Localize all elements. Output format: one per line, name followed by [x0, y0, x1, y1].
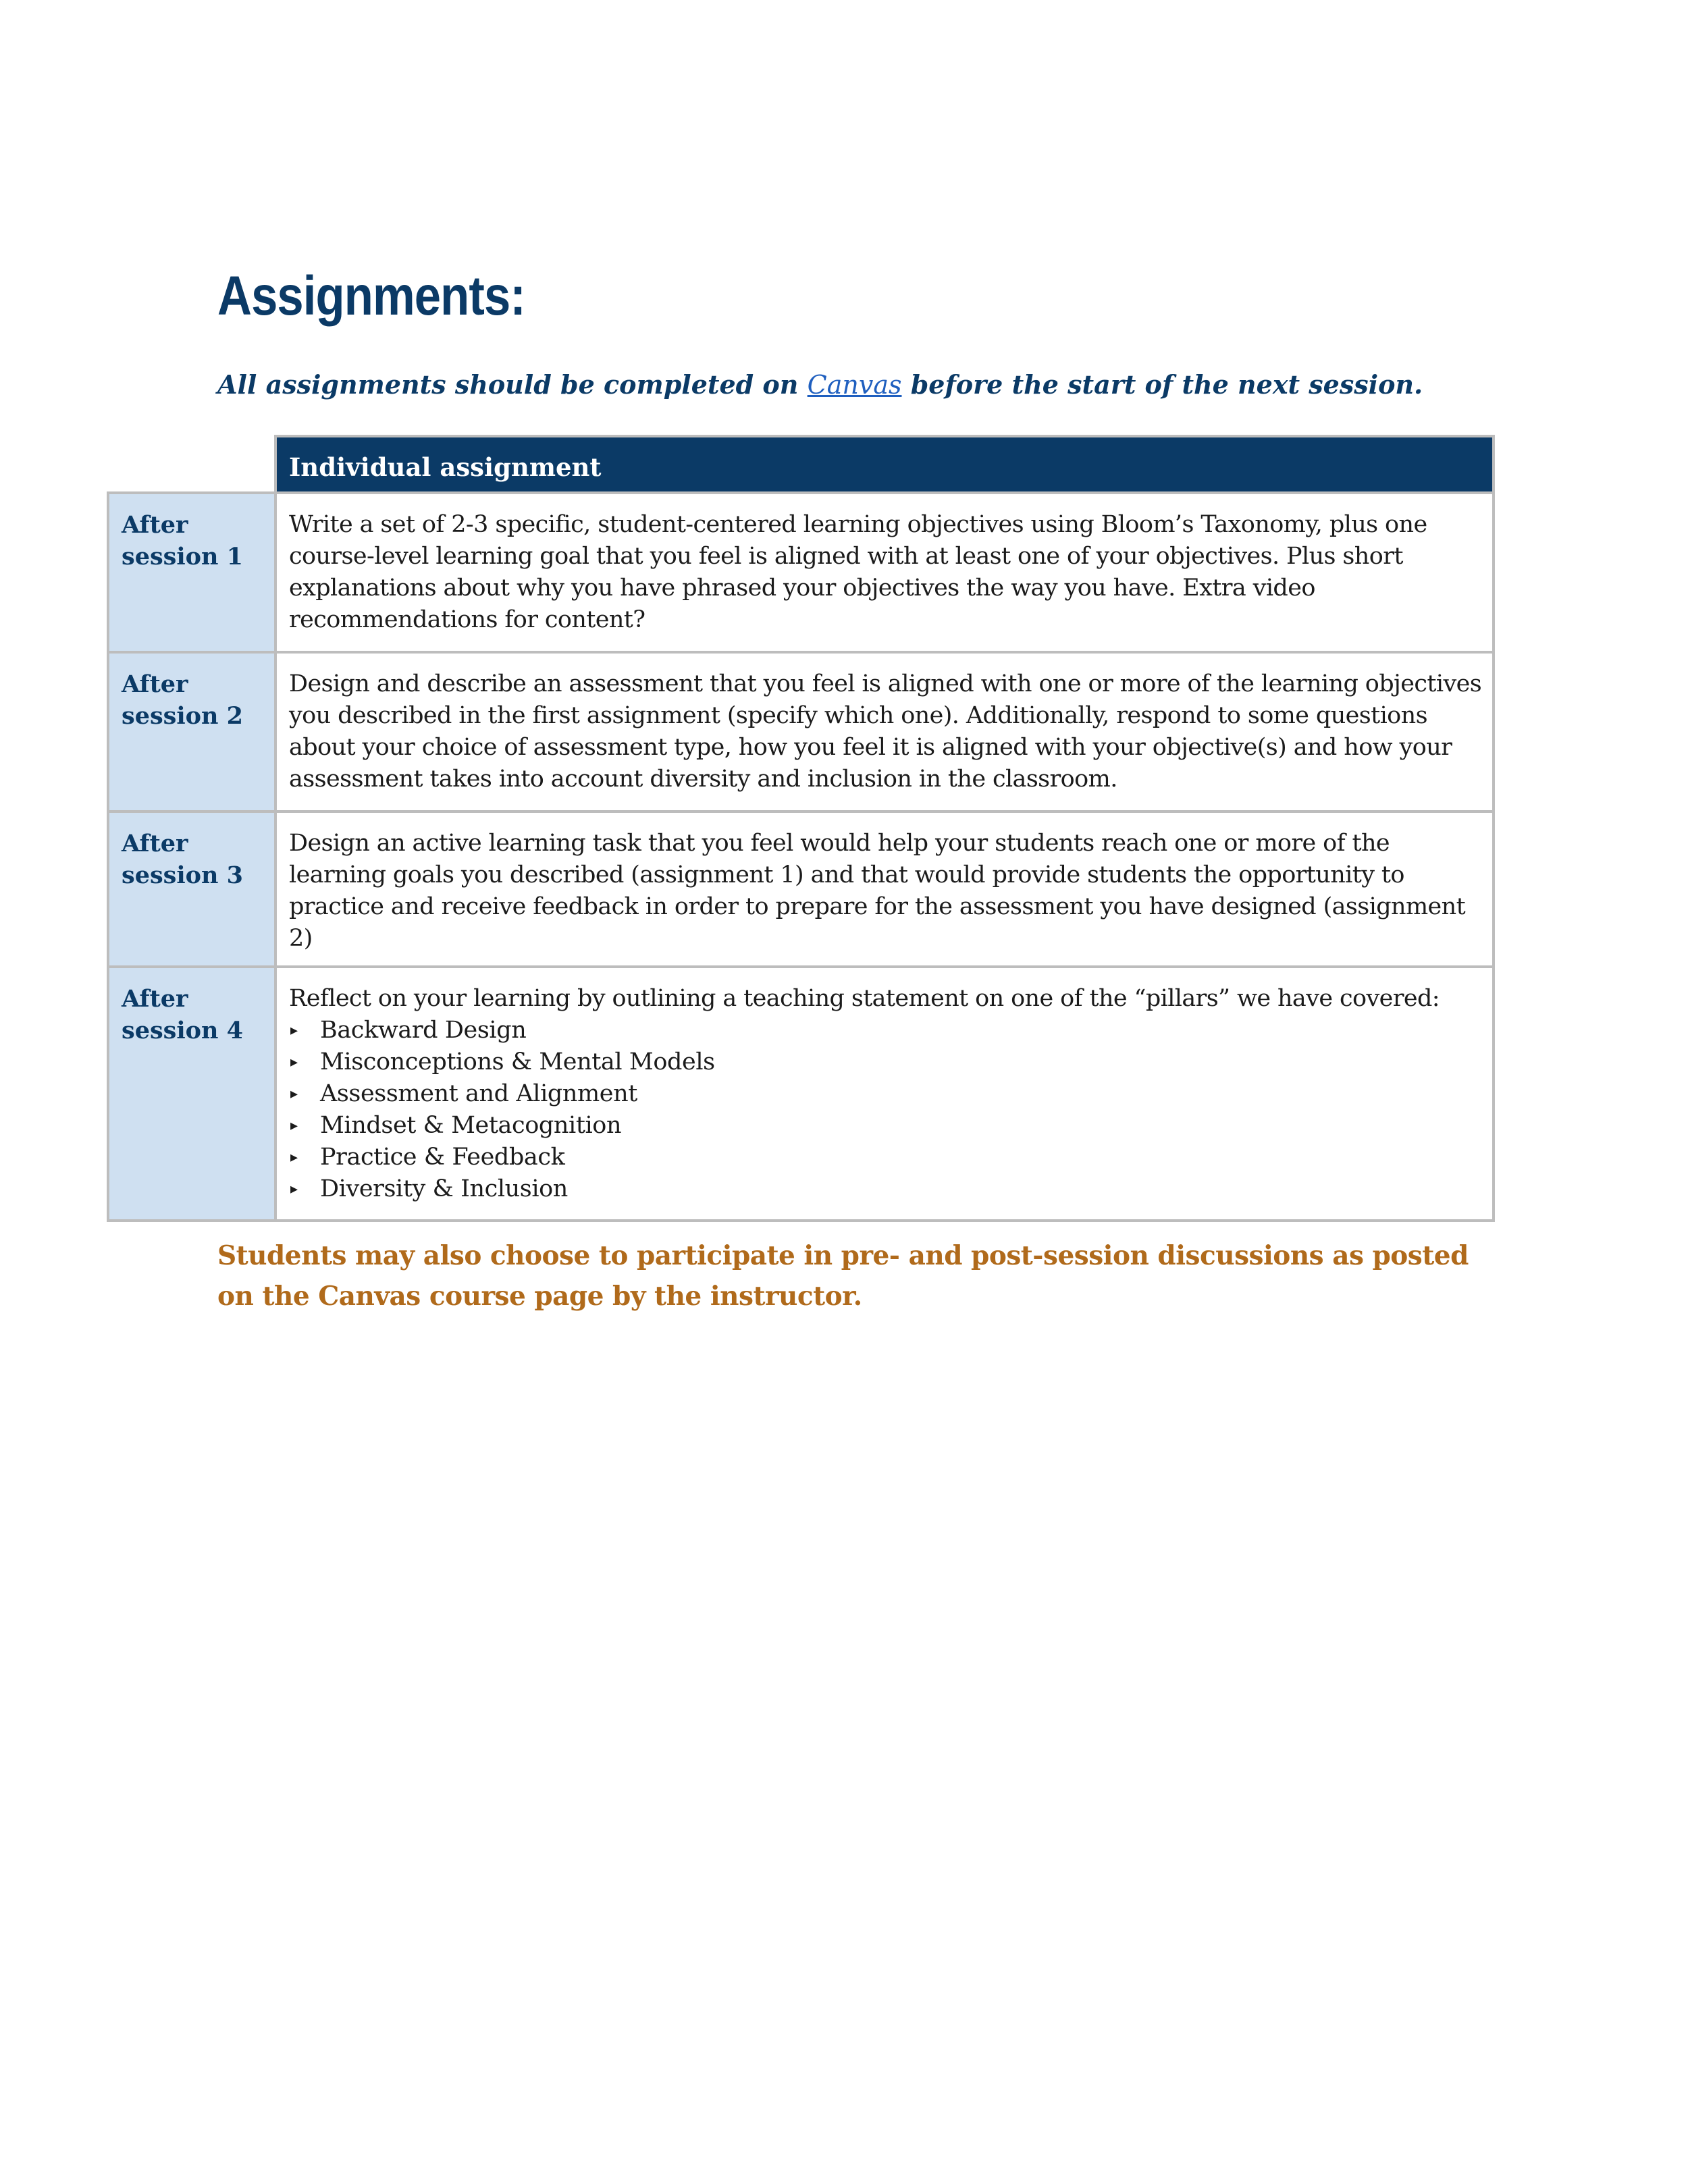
canvas-link[interactable]: Canvas: [807, 370, 902, 400]
row-description: [275, 967, 1494, 1221]
row-label-line1: After: [122, 830, 188, 857]
header-blank-cell: [108, 436, 275, 493]
table-row: [108, 652, 1494, 811]
participation-note: Students may also choose to participate in pre- and post-session discussions as posted on the Canvas course page by the instructor.: [217, 1240, 1469, 1312]
triangle-bullet-icon: ▸: [290, 1149, 298, 1166]
subtitle-text-before: All assignments should be completed on: [217, 369, 808, 400]
list-item: [289, 1046, 1483, 1078]
list-item-label: Diversity & Inclusion: [320, 1175, 568, 1202]
list-item: [289, 1142, 1483, 1173]
table-header-row: [108, 436, 1494, 493]
page-title: Assignments:: [217, 265, 525, 327]
row-description-text: Reflect on your learning by outlining a teaching statement on one of the “pillars” we have covered:: [289, 985, 1440, 1012]
list-item-label: Assessment and Alignment: [320, 1080, 637, 1107]
row-label: [108, 967, 275, 1221]
pillars-list: [289, 1015, 1483, 1205]
row-label: [108, 652, 275, 811]
row-label: [108, 493, 275, 652]
row-description: [275, 811, 1494, 967]
list-item: [289, 1173, 1483, 1205]
triangle-bullet-icon: ▸: [290, 1022, 298, 1039]
row-label-line2: session 1: [122, 543, 244, 570]
row-label-line2: session 4: [122, 1017, 244, 1044]
list-item: [289, 1015, 1483, 1046]
list-item-label: Misconceptions & Mental Models: [320, 1048, 715, 1075]
column-header: Individual assignment: [275, 436, 1494, 493]
row-description-text: Write a set of 2-3 specific, student-centered learning objectives using Bloom’s Taxonomy, plus one course-level learning goal that you feel is aligned with at least one of your objectives. Plus short explanations about why you have phrased your objectives the way you have. Extra video recommendations for content?: [289, 511, 1427, 633]
row-label-line1: After: [122, 511, 188, 539]
row-label: [108, 811, 275, 967]
row-label-line1: After: [122, 670, 188, 698]
page-subtitle: [217, 367, 1423, 402]
triangle-bullet-icon: ▸: [290, 1086, 298, 1102]
row-description-text: Design an active learning task that you feel would help your students reach one or more of the learning goals you described (assignment 1) and that would provide students the opportunity to practice and receive feedback in order to prepare for the assessment you have designed (assignment 2): [289, 830, 1466, 952]
triangle-bullet-icon: ▸: [290, 1181, 298, 1198]
table-row: [108, 493, 1494, 652]
row-description: [275, 493, 1494, 652]
list-item-label: Backward Design: [320, 1017, 527, 1044]
table-row: [108, 967, 1494, 1221]
row-label-line1: After: [122, 985, 188, 1013]
subtitle-text-after: before the start of the next session.: [901, 369, 1423, 400]
assignments-table: [107, 435, 1495, 1222]
triangle-bullet-icon: ▸: [290, 1054, 298, 1071]
row-label-line2: session 2: [122, 702, 244, 730]
row-description-text: Design and describe an assessment that you feel is aligned with one or more of the learning objectives you described in the first assignment (specify which one). Additionally, respond to some questions about your choice of assessment type, how you feel it is aligned with your objective(s) and how your assessment takes into account diversity and inclusion in the classroom.: [289, 670, 1482, 793]
table-row: [108, 811, 1494, 967]
list-item: [289, 1078, 1483, 1110]
row-description: [275, 652, 1494, 811]
triangle-bullet-icon: ▸: [290, 1117, 298, 1134]
list-item-label: Practice & Feedback: [320, 1144, 565, 1171]
list-item-label: Mindset & Metacognition: [320, 1112, 622, 1139]
row-label-line2: session 3: [122, 861, 244, 889]
list-item: [289, 1110, 1483, 1142]
